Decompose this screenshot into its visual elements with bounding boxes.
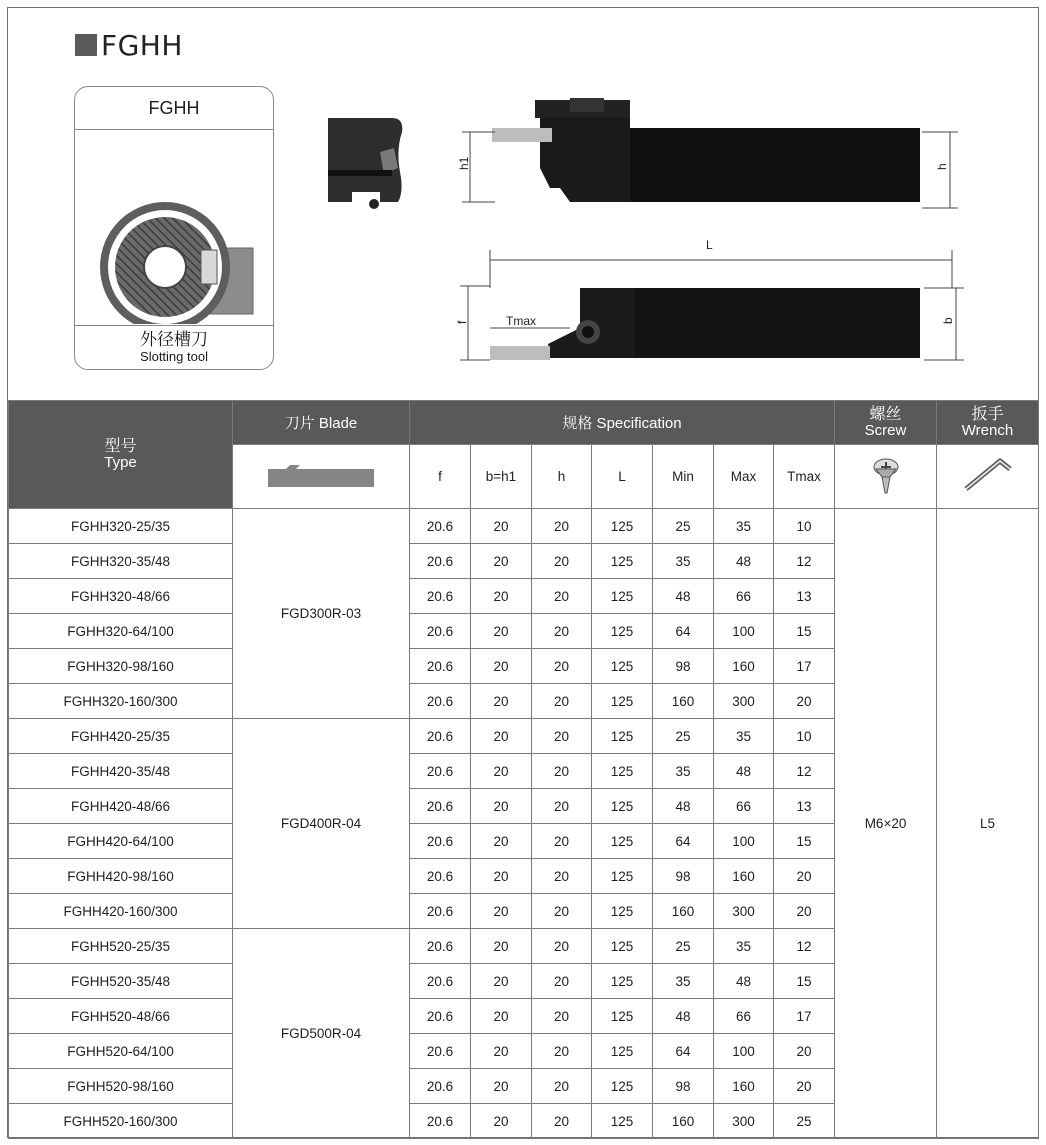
type-cell: FGHH320-35/48	[9, 544, 233, 579]
max-cell: 160	[714, 1069, 774, 1104]
dim-Tmax: Tmax	[506, 314, 536, 328]
b-cell: 20	[471, 999, 532, 1034]
min-cell: 98	[653, 859, 714, 894]
blade-cell: FGD500R-04	[233, 929, 410, 1139]
screw-icon	[866, 455, 906, 495]
type-cell: FGHH520-160/300	[9, 1104, 233, 1139]
dim-h1: h1	[457, 156, 471, 170]
f-cell: 20.6	[410, 719, 471, 754]
table-row	[9, 509, 1039, 544]
f-cell: 20.6	[410, 929, 471, 964]
L-cell: 125	[592, 544, 653, 579]
tmax-cell: 15	[774, 824, 835, 859]
h-cell: 20	[532, 509, 592, 544]
f-cell: 20.6	[410, 859, 471, 894]
b-cell: 20	[471, 789, 532, 824]
L-cell: 125	[592, 579, 653, 614]
tmax-cell: 20	[774, 1034, 835, 1069]
min-cell: 35	[653, 754, 714, 789]
header-wrench: 扳手 Wrench	[937, 401, 1039, 445]
tool-head-image	[322, 112, 422, 212]
type-cell: FGHH520-48/66	[9, 999, 233, 1034]
h-cell: 20	[532, 649, 592, 684]
wrench-image-cell	[937, 445, 1039, 509]
tmax-cell: 17	[774, 999, 835, 1034]
screw-image-cell	[835, 445, 937, 509]
min-cell: 98	[653, 649, 714, 684]
card-name-cn: 外径槽刀	[140, 330, 208, 349]
f-cell: 20.6	[410, 789, 471, 824]
min-cell: 64	[653, 824, 714, 859]
b-cell: 20	[471, 859, 532, 894]
blade-cell: FGD300R-03	[233, 509, 410, 719]
max-cell: 300	[714, 1104, 774, 1139]
tmax-cell: 20	[774, 684, 835, 719]
h-cell: 20	[532, 614, 592, 649]
min-cell: 64	[653, 1034, 714, 1069]
L-cell: 125	[592, 824, 653, 859]
type-cell: FGHH420-98/160	[9, 859, 233, 894]
col-min: Min	[653, 445, 714, 509]
h-cell: 20	[532, 579, 592, 614]
L-cell: 125	[592, 999, 653, 1034]
type-cell: FGHH420-35/48	[9, 754, 233, 789]
col-b-h1: b=h1	[471, 445, 532, 509]
h-cell: 20	[532, 789, 592, 824]
h-cell: 20	[532, 754, 592, 789]
tmax-cell: 13	[774, 579, 835, 614]
min-cell: 160	[653, 1104, 714, 1139]
header-type: 型号 Type	[9, 401, 233, 509]
h-cell: 20	[532, 1034, 592, 1069]
max-cell: 66	[714, 789, 774, 824]
title-square-icon	[75, 34, 97, 56]
tmax-cell: 17	[774, 649, 835, 684]
b-cell: 20	[471, 754, 532, 789]
type-cell: FGHH420-25/35	[9, 719, 233, 754]
f-cell: 20.6	[410, 1034, 471, 1069]
h-cell: 20	[532, 929, 592, 964]
f-cell: 20.6	[410, 579, 471, 614]
max-cell: 66	[714, 579, 774, 614]
f-cell: 20.6	[410, 894, 471, 929]
h-cell: 20	[532, 719, 592, 754]
type-cell: FGHH420-160/300	[9, 894, 233, 929]
L-cell: 125	[592, 649, 653, 684]
L-cell: 125	[592, 719, 653, 754]
f-cell: 20.6	[410, 754, 471, 789]
min-cell: 35	[653, 544, 714, 579]
b-cell: 20	[471, 509, 532, 544]
col-max: Max	[714, 445, 774, 509]
type-cell: FGHH320-48/66	[9, 579, 233, 614]
f-cell: 20.6	[410, 964, 471, 999]
screw-cell: M6×20	[835, 509, 937, 1139]
h-cell: 20	[532, 964, 592, 999]
card-name-en: Slotting tool	[140, 349, 208, 364]
type-cell: FGHH520-64/100	[9, 1034, 233, 1069]
b-cell: 20	[471, 544, 532, 579]
spec-table	[8, 400, 1039, 1139]
min-cell: 35	[653, 964, 714, 999]
L-cell: 125	[592, 614, 653, 649]
max-cell: 100	[714, 614, 774, 649]
min-cell: 160	[653, 894, 714, 929]
f-cell: 20.6	[410, 684, 471, 719]
dim-b: b	[941, 317, 955, 324]
max-cell: 35	[714, 509, 774, 544]
L-cell: 125	[592, 1069, 653, 1104]
L-cell: 125	[592, 929, 653, 964]
type-cell: FGHH320-64/100	[9, 614, 233, 649]
min-cell: 48	[653, 789, 714, 824]
b-cell: 20	[471, 964, 532, 999]
b-cell: 20	[471, 579, 532, 614]
h-cell: 20	[532, 1104, 592, 1139]
max-cell: 160	[714, 649, 774, 684]
b-cell: 20	[471, 1104, 532, 1139]
L-cell: 125	[592, 1104, 653, 1139]
max-cell: 35	[714, 719, 774, 754]
L-cell: 125	[592, 789, 653, 824]
col-f: f	[410, 445, 471, 509]
f-cell: 20.6	[410, 509, 471, 544]
h-cell: 20	[532, 859, 592, 894]
f-cell: 20.6	[410, 999, 471, 1034]
h-cell: 20	[532, 824, 592, 859]
max-cell: 100	[714, 1034, 774, 1069]
title-text: FGHH	[101, 28, 183, 62]
tmax-cell: 12	[774, 544, 835, 579]
tmax-cell: 12	[774, 754, 835, 789]
f-cell: 20.6	[410, 1069, 471, 1104]
type-cell: FGHH320-160/300	[9, 684, 233, 719]
tmax-cell: 20	[774, 1069, 835, 1104]
h-cell: 20	[532, 999, 592, 1034]
tmax-cell: 20	[774, 894, 835, 929]
tmax-cell: 15	[774, 614, 835, 649]
b-cell: 20	[471, 719, 532, 754]
type-cell: FGHH520-25/35	[9, 929, 233, 964]
max-cell: 48	[714, 754, 774, 789]
card-label: FGHH	[75, 87, 273, 130]
min-cell: 64	[653, 614, 714, 649]
b-cell: 20	[471, 684, 532, 719]
min-cell: 98	[653, 1069, 714, 1104]
col-h: h	[532, 445, 592, 509]
h-cell: 20	[532, 1069, 592, 1104]
tmax-cell: 15	[774, 964, 835, 999]
min-cell: 160	[653, 684, 714, 719]
product-card	[74, 86, 274, 370]
tool-drawing	[440, 88, 980, 378]
page-title	[75, 27, 183, 63]
max-cell: 160	[714, 859, 774, 894]
card-footer	[75, 325, 273, 370]
L-cell: 125	[592, 859, 653, 894]
header-blade: 刀片 Blade	[233, 401, 410, 445]
max-cell: 48	[714, 964, 774, 999]
dim-f: f	[455, 320, 469, 324]
col-tmax: Tmax	[774, 445, 835, 509]
h-cell: 20	[532, 544, 592, 579]
b-cell: 20	[471, 824, 532, 859]
tmax-cell: 13	[774, 789, 835, 824]
b-cell: 20	[471, 1069, 532, 1104]
L-cell: 125	[592, 894, 653, 929]
max-cell: 300	[714, 894, 774, 929]
b-cell: 20	[471, 614, 532, 649]
col-L: L	[592, 445, 653, 509]
tmax-cell: 10	[774, 509, 835, 544]
L-cell: 125	[592, 509, 653, 544]
b-cell: 20	[471, 894, 532, 929]
L-cell: 125	[592, 964, 653, 999]
max-cell: 48	[714, 544, 774, 579]
blade-image-cell	[233, 445, 410, 509]
tmax-cell: 12	[774, 929, 835, 964]
max-cell: 300	[714, 684, 774, 719]
type-cell: FGHH520-35/48	[9, 964, 233, 999]
tmax-cell: 25	[774, 1104, 835, 1139]
L-cell: 125	[592, 754, 653, 789]
type-cell: FGHH320-98/160	[9, 649, 233, 684]
h-cell: 20	[532, 684, 592, 719]
f-cell: 20.6	[410, 544, 471, 579]
type-cell: FGHH520-98/160	[9, 1069, 233, 1104]
wrench-cell: L5	[937, 509, 1039, 1139]
blade-icon	[266, 461, 376, 489]
type-cell: FGHH420-48/66	[9, 789, 233, 824]
max-cell: 100	[714, 824, 774, 859]
dim-L: L	[706, 238, 713, 252]
dim-h: h	[935, 163, 949, 170]
b-cell: 20	[471, 649, 532, 684]
min-cell: 25	[653, 719, 714, 754]
blade-cell: FGD400R-04	[233, 719, 410, 929]
slotting-diagram-icon	[75, 130, 273, 324]
max-cell: 35	[714, 929, 774, 964]
L-cell: 125	[592, 1034, 653, 1069]
min-cell: 25	[653, 929, 714, 964]
f-cell: 20.6	[410, 1104, 471, 1139]
f-cell: 20.6	[410, 614, 471, 649]
f-cell: 20.6	[410, 824, 471, 859]
max-cell: 66	[714, 999, 774, 1034]
wrench-icon	[960, 455, 1016, 495]
min-cell: 48	[653, 579, 714, 614]
tmax-cell: 10	[774, 719, 835, 754]
min-cell: 48	[653, 999, 714, 1034]
L-cell: 125	[592, 684, 653, 719]
header-screw: 螺丝 Screw	[835, 401, 937, 445]
f-cell: 20.6	[410, 649, 471, 684]
type-cell: FGHH420-64/100	[9, 824, 233, 859]
b-cell: 20	[471, 1034, 532, 1069]
min-cell: 25	[653, 509, 714, 544]
type-cell: FGHH320-25/35	[9, 509, 233, 544]
b-cell: 20	[471, 929, 532, 964]
h-cell: 20	[532, 894, 592, 929]
header-spec: 规格 Specification	[410, 401, 835, 445]
table-body	[9, 509, 1039, 1139]
tmax-cell: 20	[774, 859, 835, 894]
